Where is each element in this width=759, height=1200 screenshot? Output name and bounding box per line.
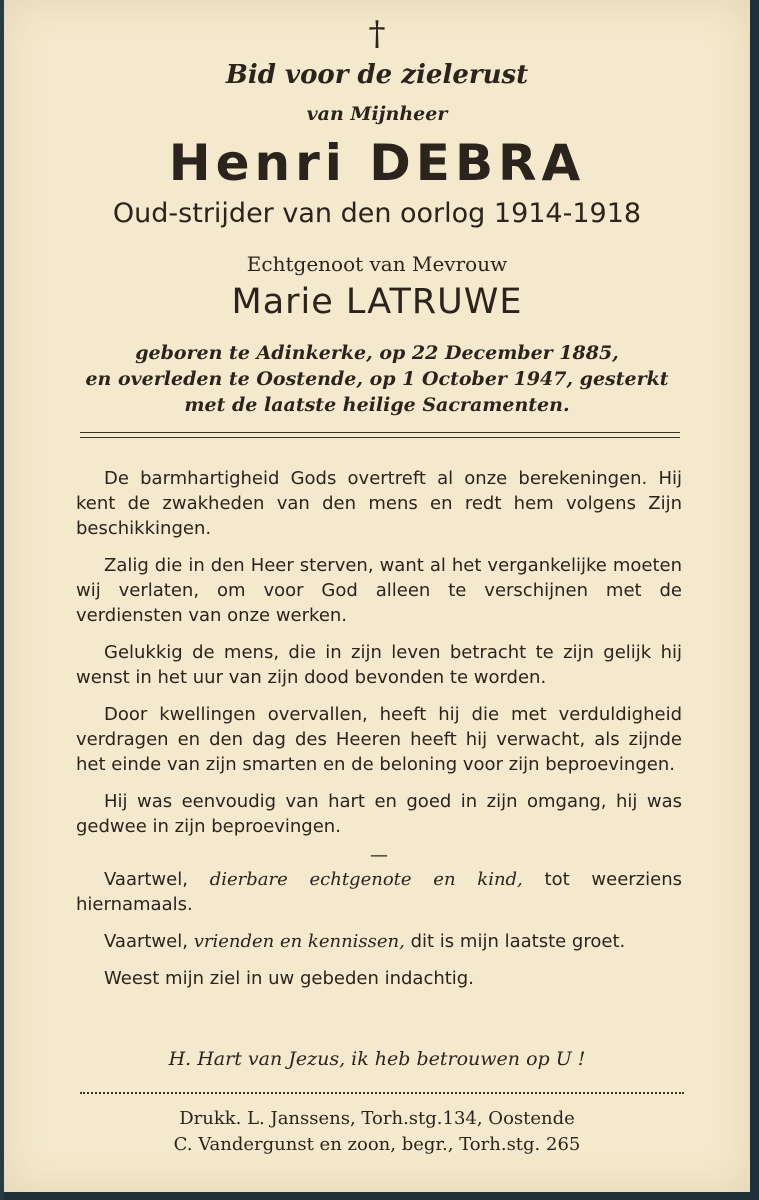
spouse-intro: Echtgenoot van Mevrouw [246,252,508,276]
memorial-text [76,466,682,1003]
sacraments-line: met de laatste heilige Sacramenten. [184,394,570,416]
farewell-friends [76,929,682,954]
closing-prayer: H. Hart van Jezus, ik heb betrouwen op U ! [168,1048,586,1070]
paragraph: Door kwellingen overvallen, heeft hij die met verduldigheid verdragen en den dag des Heeren heeft hij verwacht, als zijnde het einde van zijn smarten en de beloning voor zijn beproevingen. [76,704,682,775]
memorial-card [4,0,750,1192]
farewell-text: Vaartwel, [104,869,210,890]
undertaker-line: C. Vandergunst en zoon, begr., Torh.stg. 265 [173,1134,581,1155]
spouse-name: Marie LATRUWE [231,282,523,322]
birth-death-info [64,340,690,418]
double-rule-divider [80,432,680,438]
paragraph: Hij was eenvoudig van hart en goed in zijn omgang, hij was gedwee in zijn beproevingen. [76,791,682,837]
death-line: en overleden te Oostende, op 1 October 1947, gesterkt [85,368,669,390]
farewell-family [76,867,682,917]
short-divider: — [370,845,388,866]
prayer-heading: Bid voor de zielerust [225,60,529,90]
farewell-emphasis: dierbare echtgenote en kind, [209,869,523,890]
farewell-prayer-request: Weest mijn ziel in uw gebeden indachtig. [104,968,474,989]
farewell-text: tot weerziens hiernamaals. [76,869,682,915]
paragraph: Zalig die in den Heer sterven, want al het vergankelijke moeten wij verlaten, om voor God alleen te verschijnen met de verdiensten van onze werken. [76,555,682,626]
honorific: van Mijnheer [306,103,448,125]
farewell-text: dit is mijn laatste groet. [404,931,626,952]
printer-info [4,1106,750,1158]
veteran-line: Oud-strijder van den oorlog 1914-1918 [112,198,642,229]
birth-line: geboren te Adinkerke, op 22 December 1885, [135,342,619,364]
paragraph: Gelukkig de mens, die in zijn leven betracht te zijn gelijk hij wenst in het uur van zijn dood bevonden te worden. [76,642,682,688]
farewell-emphasis: vrienden en kennissen, [193,931,405,952]
farewell-text: Vaartwel, [104,931,194,952]
deceased-name: Henri DEBRA [168,134,586,192]
printer-line: Drukk. L. Janssens, Torh.stg.134, Oostende [179,1108,575,1129]
paragraph: De barmhartigheid Gods overtreft al onze berekeningen. Hij kent de zwakheden van den mens en redt hem volgens Zijn beschikkingen. [76,468,682,539]
cross-icon: † [368,14,386,54]
dotted-divider [80,1092,684,1094]
